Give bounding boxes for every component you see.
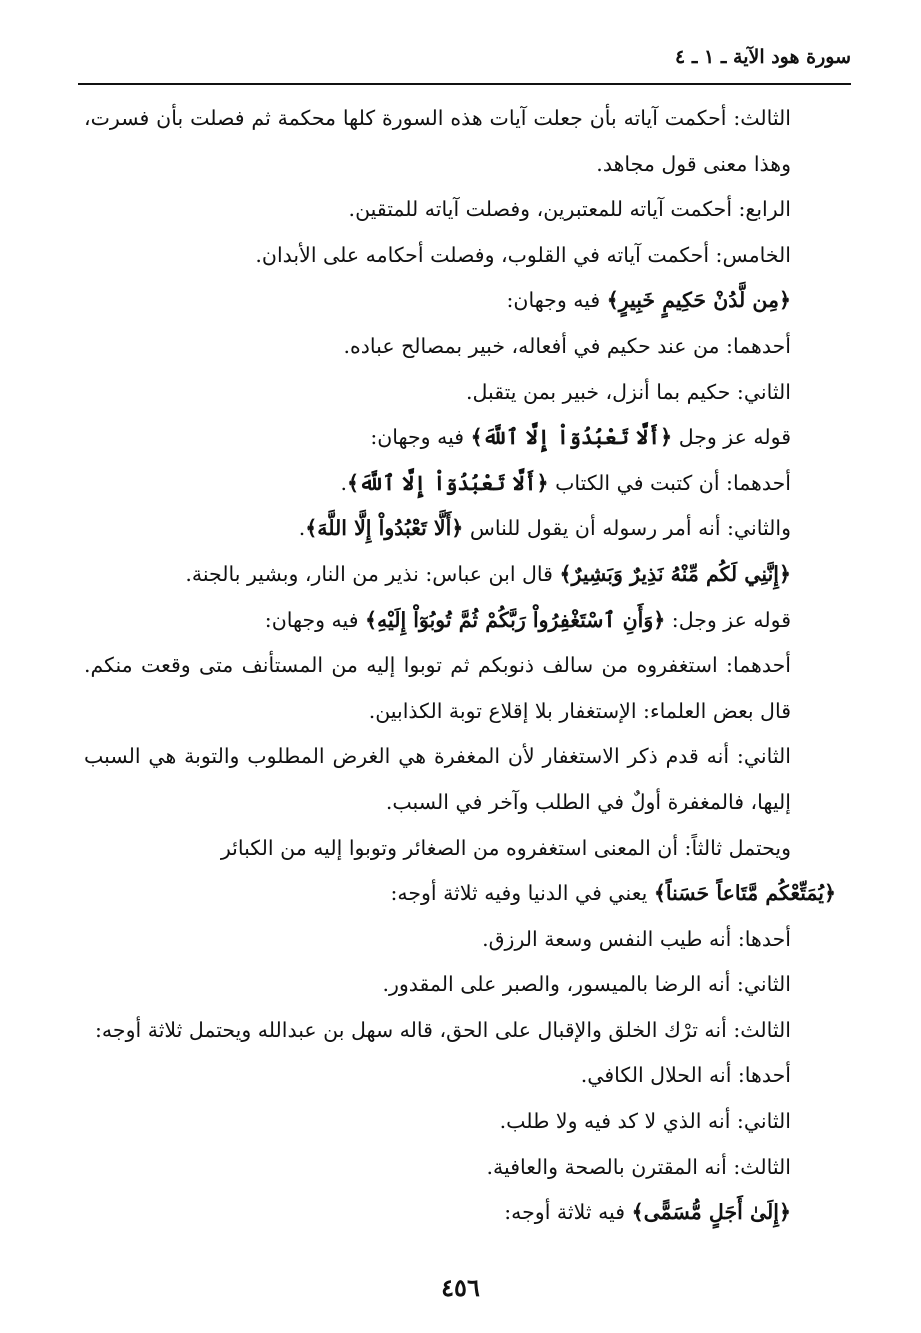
paragraph xyxy=(84,962,836,1008)
paragraph xyxy=(84,233,836,279)
quran-verse: ﴿وَأَنِ ٱسْتَغْفِرُواْ رَبَّكُمْ ثُمَّ تُوبُوٓاْ إِلَيْهِ﴾ xyxy=(365,607,666,632)
quran-verse: ﴿إِلَىٰ أَجَلٍ مُّسَمًّى﴾ xyxy=(631,1200,791,1225)
paragraph-text: ويحتمل ثالثاً: أن المعنى استغفروه من الصغائر وتوبوا إليه من الكبائر xyxy=(220,835,791,860)
paragraph-text: أحدهما: استغفروه من سالف ذنوبكم ثم توبوا إليه من المستأنف متى وقعت منكم. قال بعض العلماء: الإستغفار بلا إقلاع توبة الكذابين. xyxy=(84,653,791,723)
paragraph-lead-text: قوله عز وجل: xyxy=(665,607,791,632)
paragraph xyxy=(84,1053,836,1099)
quran-verse: ﴿إِنَّنِي لَكُم مِّنْهُ نَذِيرٌ وَبَشِيرٌ﴾ xyxy=(559,561,791,586)
paragraph xyxy=(84,1145,836,1191)
quran-verse: ﴿أَلَّا تَعْبُدُوٓاْ إِلَّا ٱللَّهَ﴾ xyxy=(346,470,549,495)
paragraph-lead-text: قوله عز وجل xyxy=(672,425,791,450)
paragraph-text: فيه وجهان: xyxy=(370,425,471,450)
paragraph-text: . xyxy=(298,516,306,541)
paragraph xyxy=(84,1190,836,1236)
paragraph-text: الخامس: أحكمت آياته في القلوب، وفصلت أحكامه على الأبدان. xyxy=(255,242,791,267)
paragraph xyxy=(84,552,836,598)
paragraph-text: فيه وجهان: xyxy=(264,607,366,632)
paragraph-text: أحدهما: من عند حكيم في أفعاله، خبير بمصالح عباده. xyxy=(343,333,791,358)
quran-verse: ﴿يُمَتِّعْكُم مَّتَاعاً حَسَناً﴾ xyxy=(653,881,836,906)
paragraph xyxy=(84,324,836,370)
paragraph-text: قال ابن عباس: نذير من النار، وبشير بالجنة. xyxy=(185,561,560,586)
paragraph-text: فيه ثلاثة أوجه: xyxy=(504,1200,632,1225)
paragraph-lead-text: أحدهما: أن كتبت في الكتاب xyxy=(548,470,791,495)
paragraph-text: . xyxy=(340,470,347,495)
paragraph-text: أحدها: أنه طيب النفس وسعة الرزق. xyxy=(482,926,791,951)
quran-verse: ﴿أَلَّا تَعْبُدُواْ إِلَّا اللَّهَ﴾ xyxy=(305,516,464,541)
paragraph-lead-text: والثاني: أنه أمر رسوله أن يقول للناس xyxy=(463,516,791,541)
paragraph xyxy=(84,1099,836,1145)
paragraph xyxy=(84,415,836,461)
paragraph xyxy=(84,506,836,552)
paragraph xyxy=(84,734,836,825)
paragraph xyxy=(84,370,836,416)
quran-verse: ﴿مِن لَّدُنْ حَكِيمٍ خَبِيرٍ﴾ xyxy=(606,288,791,313)
page-number: ٤٥٦ xyxy=(441,1273,480,1302)
paragraph-text: الثالث: أنه المقترن بالصحة والعافية. xyxy=(486,1154,791,1179)
paragraph xyxy=(84,826,836,872)
paragraph xyxy=(84,96,836,187)
paragraph-text: الرابع: أحكمت آياته للمعتبرين، وفصلت آياته للمتقين. xyxy=(348,197,791,222)
paragraph-text: الثاني: أنه قدم ذكر الاستغفار لأن المغفرة هي الغرض المطلوب والتوبة هي السبب إليها، فالمغفرة أولٌ في الطلب وآخر في السبب. xyxy=(84,744,791,814)
paragraph xyxy=(84,461,836,507)
page-body xyxy=(84,96,836,1236)
paragraph-text: الثالث: أحكمت آياته بأن جعلت آيات هذه السورة كلها محكمة ثم فصلت بأن فسرت، وهذا معنى قول مجاهد. xyxy=(84,106,791,176)
header-rule xyxy=(78,83,851,85)
paragraph xyxy=(84,871,836,917)
paragraph-text: الثالث: أنه ترْك الخلق والإقبال على الحق، قاله سهل بن عبدالله ويحتمل ثلاثة أوجه: xyxy=(95,1017,791,1042)
paragraph-text: الثاني: حكيم بما أنزل، خبير بمن يتقبل. xyxy=(465,379,791,404)
paragraph-text: الثاني: أنه الرضا بالميسور، والصبر على المقدور. xyxy=(382,972,791,997)
paragraph-text: الثاني: أنه الذي لا كد فيه ولا طلب. xyxy=(499,1109,791,1134)
paragraph xyxy=(84,187,836,233)
quran-verse: ﴿أَلَّا تَعْبُدُوٓاْ إِلَّا ٱللَّهَ﴾ xyxy=(470,425,673,450)
paragraph xyxy=(84,917,836,963)
paragraph xyxy=(84,1008,836,1054)
paragraph-text: فيه وجهان: xyxy=(506,288,607,313)
paragraph xyxy=(84,278,836,324)
running-header: سورة هود الآية ـ ١ ـ ٤ xyxy=(674,46,851,68)
paragraph xyxy=(84,598,836,644)
paragraph xyxy=(84,643,836,734)
paragraph-text: أحدها: أنه الحلال الكافي. xyxy=(580,1063,791,1088)
paragraph-text: يعني في الدنيا وفيه ثلاثة أوجه: xyxy=(390,881,654,906)
